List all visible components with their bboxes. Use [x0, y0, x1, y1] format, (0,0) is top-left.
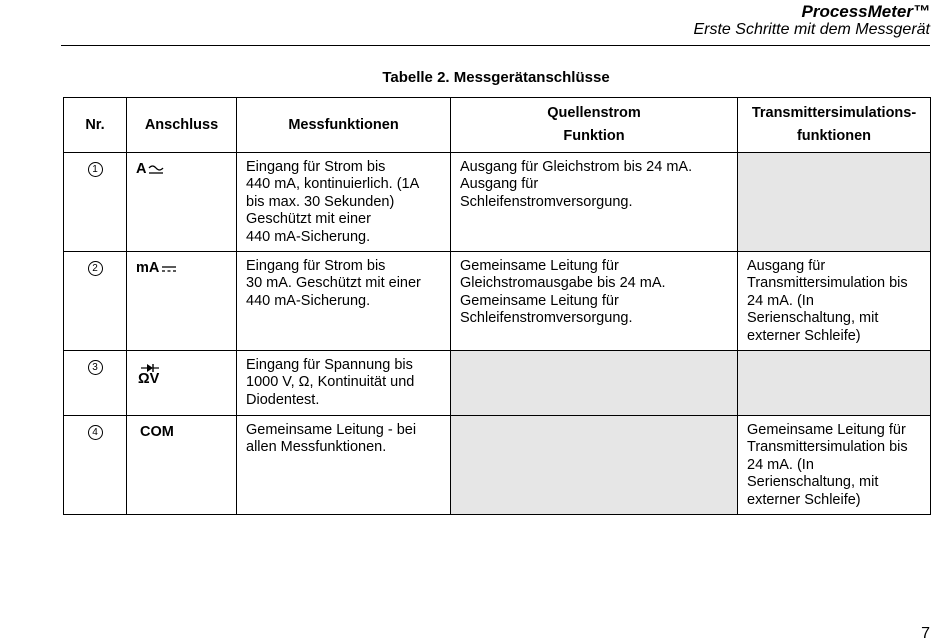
row-number-circle: 2	[88, 261, 103, 276]
header-quellenstrom	[451, 98, 738, 153]
text-line: Ausgang für	[747, 258, 826, 274]
page-number: 7	[921, 625, 930, 642]
text-line: Gemeinsame Leitung - bei	[246, 422, 417, 438]
dc-icon	[161, 264, 177, 274]
text-line: Schleifenstromversorgung.	[460, 310, 633, 327]
terminal-cell	[127, 351, 237, 416]
row-number-circle: 4	[88, 425, 103, 440]
table-row	[64, 252, 931, 351]
empty-cell	[738, 351, 931, 416]
text-line: 440 mA, kontinuierlich. (1A	[246, 176, 420, 193]
text-line: Eingang für Spannung bis	[246, 357, 413, 373]
terminal-cell	[127, 153, 237, 252]
header-transmitter	[738, 98, 931, 153]
messfunktionen-cell	[237, 153, 451, 252]
row-number	[64, 416, 127, 515]
text-line: Gemeinsame Leitung für	[460, 258, 619, 274]
empty-cell	[738, 153, 931, 252]
header-title: ProcessMeter™	[801, 2, 930, 21]
row-number	[64, 351, 127, 416]
header-messfunktionen: Messfunktionen	[237, 98, 451, 153]
header-divider	[61, 45, 930, 46]
transmitter-cell	[738, 252, 931, 351]
table-caption: Tabelle 2. Messgerätanschlüsse	[382, 69, 610, 86]
text-line: Transmittersimulation bis	[747, 275, 908, 292]
ac-dc-current-icon	[148, 164, 164, 176]
text-line: Serienschaltung, mit	[747, 310, 879, 327]
table-header-row	[64, 98, 931, 153]
quellenstrom-cell	[451, 252, 738, 351]
quellenstrom-cell	[451, 153, 738, 252]
text-line: 24 mA. (In	[747, 456, 814, 473]
text-line: allen Messfunktionen.	[246, 439, 387, 456]
text-line: 24 mA. (In	[747, 292, 814, 309]
header-quellenstrom-line2: Funktion	[563, 128, 625, 144]
text-line: Gleichstromausgabe bis 24 mA.	[460, 275, 666, 292]
row-number	[64, 252, 127, 351]
row-number-circle: 1	[88, 162, 103, 177]
text-line: Serienschaltung, mit	[747, 474, 879, 491]
text-line: Transmittersimulation bis	[747, 439, 908, 456]
header-transmitter-line2: funktionen	[796, 128, 872, 144]
text-line: Schleifenstromversorgung.	[460, 193, 633, 210]
text-line: 1000 V, Ω, Kontinuität und	[246, 374, 415, 391]
empty-cell	[451, 351, 738, 416]
text-line: 440 mA-Sicherung.	[246, 228, 371, 245]
transmitter-cell	[738, 416, 931, 515]
text-line: Ausgang für	[460, 176, 539, 193]
text-line: externer Schleife)	[747, 327, 861, 344]
text-line: Gemeinsame Leitung für	[747, 422, 906, 438]
terminal-label: A	[136, 161, 147, 177]
text-line: bis max. 30 Sekunden)	[246, 193, 395, 210]
row-number-circle: 3	[88, 360, 103, 375]
header-quellenstrom-line1: Quellenstrom	[547, 105, 641, 121]
text-line: Eingang für Strom bis	[246, 258, 386, 274]
text-line: Ausgang für Gleichstrom bis 24 mA.	[460, 159, 693, 175]
terminal-label: mA	[136, 260, 160, 276]
terminal-cell	[127, 252, 237, 351]
row-number	[64, 153, 127, 252]
text-line: 440 mA-Sicherung.	[246, 292, 371, 309]
table-row	[64, 153, 931, 252]
messfunktionen-cell	[237, 351, 451, 416]
header-nr: Nr.	[64, 98, 127, 153]
header-subtitle: Erste Schritte mit dem Messgerät	[693, 21, 930, 38]
text-line: Gemeinsame Leitung für	[460, 292, 619, 309]
text-line: Diodentest.	[246, 391, 320, 408]
text-line: 30 mA. Geschützt mit einer	[246, 275, 421, 292]
header-anschluss: Anschluss	[127, 98, 237, 153]
empty-cell	[451, 416, 738, 515]
text-line: externer Schleife)	[747, 491, 861, 508]
terminal-cell	[127, 416, 237, 515]
terminal-label: COM	[140, 424, 174, 440]
text-line: Eingang für Strom bis	[246, 159, 386, 175]
text-line: Geschützt mit einer	[246, 211, 371, 228]
header-transmitter-line1: Transmittersimulations-	[751, 105, 917, 121]
terminal-label: ΩV	[138, 371, 160, 387]
table-row	[64, 416, 931, 515]
table-row	[64, 351, 931, 416]
messfunktionen-cell	[237, 252, 451, 351]
messfunktionen-cell	[237, 416, 451, 515]
terminals-table	[63, 97, 931, 515]
